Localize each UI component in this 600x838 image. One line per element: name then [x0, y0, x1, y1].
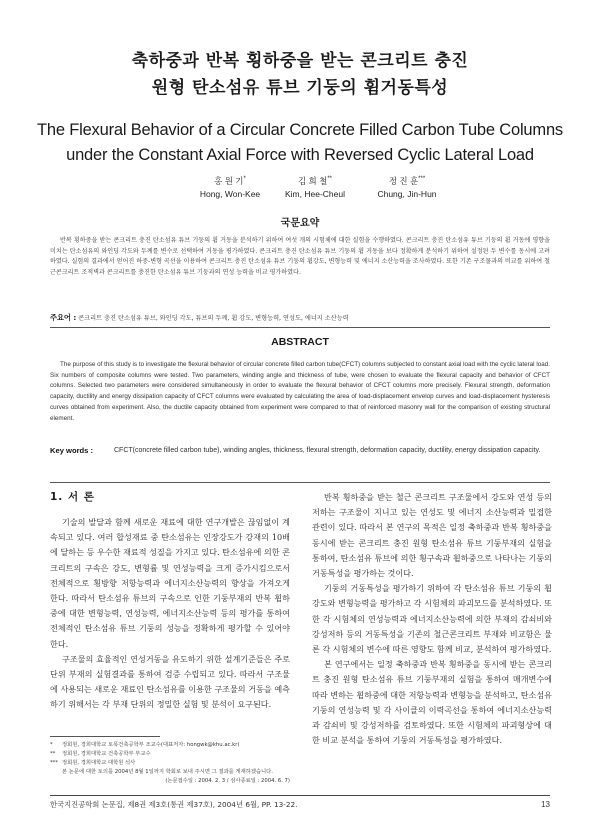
author-2-name-en: Kim, Hee-Cheul: [285, 188, 345, 199]
title-english-line-2: under the Constant Axial Force with Reversed Cyclic Lateral Load: [66, 146, 534, 164]
footer-divider: [50, 795, 550, 796]
paragraph: 반복 횡하중을 받는 철근 콘크리트 구조물에서 강도와 연성 등의 저하는 구조물이 지니고 있는 연성도 및 에너지 소산능력과 밀접한 관련이 있다. 따라서 본 연구의 목적은 일정 축하중과 반복 횡하중을 동시에 받는 콘크리트 충진 원형 탄소섬유 튜브 기둥부재의 실험을 통하여, 탄소섬유 튜브에 의한 횡구속과 휨하중으로 나타나는 기둥의 거동특성을 평가하는 것이다.: [312, 492, 552, 579]
abstract-korean-text: 반복 횡하중을 받는 콘크리트 충진 탄소섬유 튜브 기둥의 휨 거동을 분석하기 위하여 여섯 개의 시험체에 대한 실험을 수행하였다. 콘크리트 충진 탄소섬유 튜브 기둥의 휨 거동에 영향을 미치는 탄소섬유의 와인딩 각도와 두께를 변수로 선택하여 거동을 평가하였다. 콘크리트 충진 탄소섬유 튜브 기둥의 휨 거동을 보다 정확하게 분석하기 위하여 설정된 두 변수를 동시에 고려하였다. 실험의 결과에서 얻어진 하중-변형 곡선을 이용하여 콘크리트 충진 탄소섬유 튜브 기둥의 휨강도, 변형능력 및 에너지 소산능력을 조사하였다. 또한 기존 구조물과의 비교를 위하여 철근콘크리트 조적벽과 콘크리트를 충진한 탄소섬유 튜브 기둥과의 연성 능력을 비교 평가하였다.: [50, 237, 550, 276]
author-1-mark: *: [243, 176, 246, 182]
section-heading-introduction: 1. 서 론: [50, 491, 95, 503]
title-english-line-1: The Flexural Behavior of a Circular Concrete Filled Carbon Tube Columns: [37, 121, 563, 139]
abstract-english-text: The purpose of this study is to investigate the flexural behavior of circular concrete filled carbon tube(CFCT) columns subjected to constant axial load with the cyclic lateral load. Six numbers of composite columns were tested. Two parameters, winding angle and thickness of tube, were chosen to evaluate the flexural capacity and behavior of CFCT columns. Selected two parameters were considered simultaneously in order to evaluate the flexural behavior of CFCT columns more precisely. Flexural strength, deformation capacity, ductility and energy dissipation capacity of CFCT columns were evaluated by calculating the area of load-displacement envelop curves and load-displacement hysteresis curves obtained from experiment. Also, the ductile capacity obtained from experiment were compared to that of reinforced masonry wall for the comparison of existing structural element.: [50, 361, 550, 422]
journal-citation: 한국지진공학회 논문집, 제8권 제3호(통권 제37호), 2004년 6월, PP. 13-22.: [50, 800, 298, 809]
author-3: [342, 173, 472, 201]
author-3-name-ko: 정 진 훈: [388, 175, 419, 186]
author-3-name-en: Chung, Jin-Hun: [377, 188, 437, 199]
footnote: ** 정회원, 경희대학교 건축공학부 부교수: [50, 751, 151, 757]
author-1-name-ko: 홍 원 기: [214, 175, 244, 186]
title-korean-line-2: 원형 탄소섬유 튜브 기둥의 휨거동특성: [151, 78, 449, 98]
abstract-korean-heading: 국문요약: [280, 218, 320, 229]
keywords-korean-label: 주요어 :: [50, 313, 77, 322]
paragraph: 기둥의 거동특성을 평가하기 위하여 각 탄소섬유 튜브 기둥의 휨강도와 변형능력을 평가하고 각 시험체의 파괴모드를 분석하였다. 또한 각 시험체의 연성능력과 에너지소산능력에 의한 부재의 감쇠비와 강성저하 등의 거동특성을 기존의 철근콘크리트 부재와 비교함은 물론 각 시험체의 변수에 따른 영향도 함께 비교, 분석하여 평가하였다.: [312, 583, 552, 655]
body-column-left: [50, 515, 290, 713]
paragraph: 본 연구에서는 일정 축하중과 반복 횡하중을 동시에 받는 콘크리트 충진 원형 탄소섬유 튜브 기둥부재의 실험을 통하여 매개변수에 따라 변하는 휨하중에 대한 저항능력과 변형능을 분석하고, 탄소섬유 기둥의 연성능력 및 각 사이클의 이력곡선을 통하여 에너지소산능력과 감쇠비 및 강성저하를 검토하였다. 또한 시험체의 파괴형상에 대한 비교 분석을 통하여 기둥의 거동특성을 평가하였다.: [312, 659, 552, 746]
body-column-right: [312, 490, 552, 748]
divider: [50, 327, 550, 328]
keywords-english-label: Key words :: [50, 446, 94, 455]
author-2-name-ko: 김 희 철: [297, 175, 328, 186]
keywords-english: [50, 445, 550, 456]
footnote: 본 논문에 대한 토의를 2004년 8월 1일까지 학회로 보내 주시면 그 결과를 게재하겠습니다.: [62, 769, 273, 775]
author-3-mark: ***: [418, 176, 426, 182]
author-1-name-en: Hong, Won-Kee: [199, 188, 261, 199]
title-korean-line-1: 축하중과 반복 횡하중을 받는 콘크리트 충진: [131, 51, 469, 71]
keywords-korean-text: 콘크리트 충진 탄소섬유 튜브, 와인딩 각도, 튜브의 두께, 휨 강도, 변형능력, 연성도, 에너지 소산능력: [78, 315, 349, 322]
page-number: 13: [541, 800, 550, 809]
paragraph: 기술의 발달과 함께 새로운 재료에 대한 연구개발은 끊임없이 계속되고 있다. 여러 합성재료 중 탄소섬유는 인장강도가 강재의 10배에 달하는 등 우수한 재료적 성질을 가지고 있다. 탄소섬유에 의한 콘크리트의 구속은 강도, 변형률 및 연성능력을 크게 증가시킴으로서 전체적으로 횡방향 저항능력과 에너지소산능력의 향상을 가져오게 한다. 따라서 탄소섬유 튜브의 구속으로 인한 기둥부재의 반복 휨하중에 대한 변형능력, 연성능력, 에너지소산능력 등의 평가를 통하여 전체적인 탄소섬유 튜브 기둥의 성능을 정확하게 평가할 수 있어야 한다.: [50, 517, 290, 649]
footnotes: [50, 741, 300, 786]
footnote: * 정회원, 경희대학교 토목건축공학부 조교수(대표저자: hongwk@khu.ac.kr): [50, 742, 240, 748]
keywords-english-text: CFCT(concrete filled carbon tube), winding angles, thickness, flexural strength, deformation capacity, ductility, energy dissipation capacity.: [114, 447, 541, 454]
divider: [50, 482, 550, 483]
paragraph: 구조물의 효율적인 연성거동을 유도하기 위한 설계기준들은 주로 단위 부재의 실험결과를 통하여 검증 수립되고 있다. 따라서 구조물에 사용되는 새로운 재료인 탄소섬유를 이용한 구조물의 거동을 예측하기 위해서는 각 부재 단위의 정밀한 실험 및 분석이 요구된다.: [50, 653, 290, 710]
keywords-korean: [50, 313, 550, 324]
footnote-divider: [50, 736, 160, 737]
footnote: *** 정회원, 경희대학교 대학원 석사: [50, 760, 136, 766]
author-2-mark: **: [327, 176, 333, 182]
abstract-english-heading: ABSTRACT: [271, 336, 329, 348]
footnote-dates: (논문접수일 : 2004. 2. 3 / 심사종료일 : 2004. 6. 7): [165, 778, 290, 784]
page-footer: [50, 800, 550, 810]
